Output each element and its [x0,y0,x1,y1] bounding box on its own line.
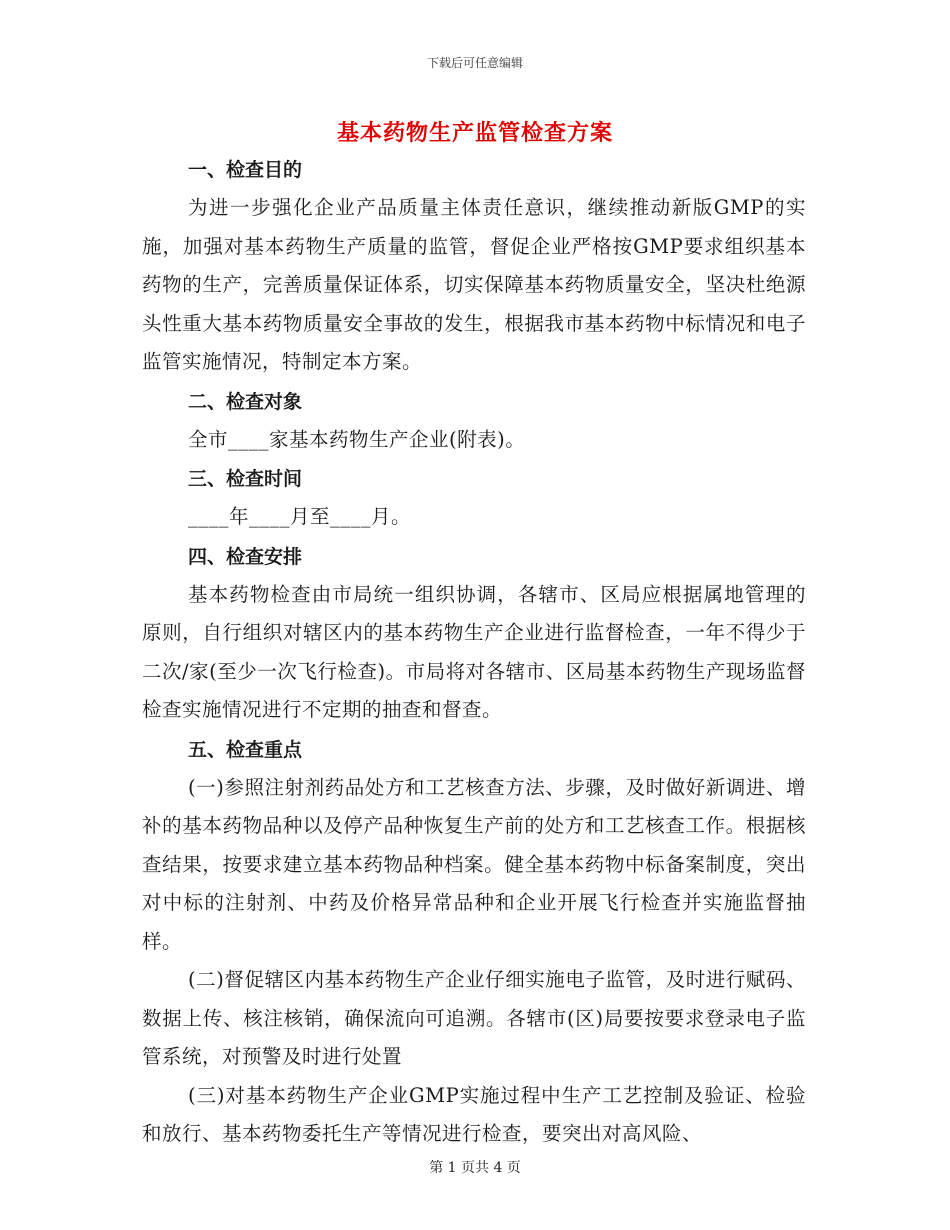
section-heading: 一、检查目的 [188,159,303,181]
page-footer: 第 1 页共 4 页 [429,1160,521,1176]
section-heading: 三、检查时间 [188,468,303,490]
section-targets [142,384,806,460]
section-focus [142,732,806,1154]
section-purpose [142,152,806,382]
section-paragraph: 基本药物检查由市局统一组织协调，各辖市、区局应根据属地管理的原则，自行组织对辖区内的基本药物生产企业进行监督检查，一年不得少于二次/家(至少一次飞行检查)。市局将对各辖市、区局基本药物生产现场监督检查实施情况进行不定期的抽查和督查。 [142,582,806,721]
page-header: 下载后可任意编辑 [426,56,523,70]
section-heading: 二、检查对象 [188,390,303,413]
document-body [142,152,806,1154]
section-heading: 五、检查重点 [188,738,303,761]
section-paragraph: 为进一步强化企业产品质量主体责任意识，继续推动新版GMP的实施，加强对基本药物生产质量的监管，督促企业严格按GMP要求组织基本药物的生产，完善质量保证体系，切实保障基本药物质量安全，坚决杜绝源头性重大基本药物质量安全事故的发生，根据我市基本药物中标情况和电子监管实施情况，特制定本方案。 [142,196,806,373]
section-time [142,461,806,537]
section-paragraph: (一)参照注射剂药品处方和工艺核查方法、步骤，及时做好新调进、增补的基本药物品种以及停产品种恢复生产前的处方和工艺核查工作。根据核查结果，按要求建立基本药物品种档案。健全基本药物中标备案制度，突出对中标的注射剂、中药及价格异常品种和企业开展飞行检查并实施监督抽样。 [142,775,806,953]
section-paragraph: 全市____家基本药物生产企业(附表)。 [188,427,526,451]
section-heading: 四、检查安排 [188,545,303,568]
section-paragraph: (二)督促辖区内基本药物生产企业仔细实施电子监管，及时进行赋码、数据上传、核注核销，确保流向可追溯。各辖市(区)局要按要求登录电子监管系统，对预警及时进行处置 [142,968,806,1068]
section-arrangement [142,539,806,730]
document-title: 基本药物生产监管检查方案 [336,120,613,146]
section-paragraph: (三)对基本药物生产企业GMP实施过程中生产工艺控制及验证、检验和放行、基本药物委托生产等情况进行检查，要突出对高风险、 [142,1083,806,1145]
section-paragraph: ____年____月至____月。 [188,505,412,528]
